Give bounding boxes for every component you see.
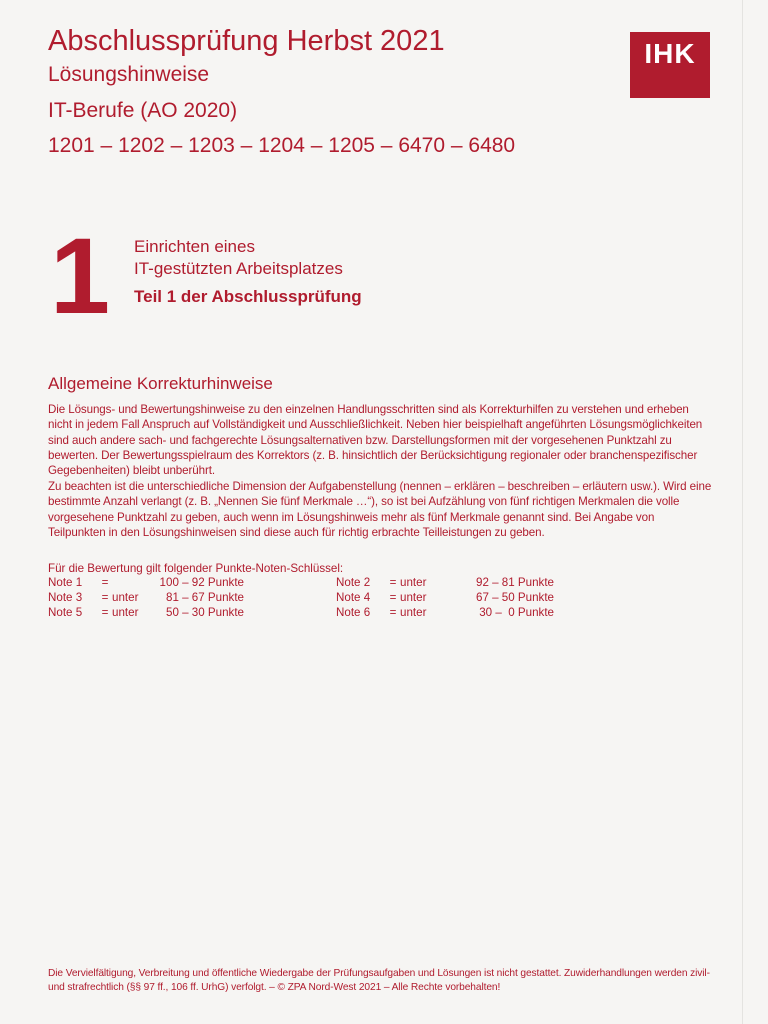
ihk-logo-text: IHK xyxy=(644,38,696,69)
document-title: Abschlussprüfung Herbst 2021 xyxy=(48,25,445,57)
grade-equals: = xyxy=(101,591,109,604)
general-notes-paragraph-2: Zu beachten ist die unterschiedliche Dimension der Aufgabenstellung (nennen – erklären – beschreiben – erläutern usw.). Wird eine bestimmte Anzahl verlangt (z. B. „Nennen Sie fünf Merkmale …“), so ist bei Aufzählung von fünf richtigen Merkmalen die volle vorgesehene Punktzahl zu geben, auch wenn im Lösungshinweis mehr als fünf Merkmale genannt sind. Bei Angabe von Teilpunkten in den Lösungshinweisen sind diese auch für richtig erbrachte Teilleistungen zu geben. xyxy=(48,480,712,539)
grade-equals: = xyxy=(101,606,109,619)
grade-row-3 xyxy=(48,590,244,605)
grade-unter: unter xyxy=(112,606,139,619)
grade-range: 30 – 0 Punkte xyxy=(479,606,554,619)
section-part-label: Teil 1 der Abschlussprüfung xyxy=(134,287,362,306)
grade-row-4 xyxy=(336,590,554,605)
grade-row-5 xyxy=(48,605,244,620)
grade-row-6 xyxy=(336,605,554,620)
profession-label: IT-Berufe (AO 2020) xyxy=(48,99,238,122)
grade-range: 100 – 92 Punkte xyxy=(159,576,244,589)
grade-range: 67 – 50 Punkte xyxy=(476,591,554,604)
grade-label: Note 3 xyxy=(48,591,83,604)
section-title-line2: IT-gestützten Arbeitsplatzes xyxy=(134,259,343,278)
grade-label: Note 5 xyxy=(48,606,83,619)
grade-unter: unter xyxy=(400,591,427,604)
ihk-logo xyxy=(630,32,710,98)
grade-range: 92 – 81 Punkte xyxy=(476,576,554,589)
document-subtitle: Lösungshinweise xyxy=(48,63,210,86)
grade-unter: unter xyxy=(400,606,427,619)
grade-row-1 xyxy=(48,575,244,590)
grade-equals: = xyxy=(389,591,397,604)
section-title-line1: Einrichten eines xyxy=(134,237,255,256)
copyright-footer: Die Vervielfältigung, Verbreitung und öffentliche Wiedergabe der Prüfungsaufgaben und Lösungen ist nicht gestattet. Zuwiderhandlungen werden zivil- und strafrechtlich (§§ 97 ff., 106 ff. UrhG) verfolgt. – © ZPA Nord-West 2021 – Alle Rechte vorbehalten! xyxy=(48,968,710,993)
grade-label: Note 6 xyxy=(336,606,371,619)
grade-label: Note 4 xyxy=(336,591,371,604)
grade-range: 81 – 67 Punkte xyxy=(166,591,244,604)
grade-range: 50 – 30 Punkte xyxy=(166,606,244,619)
grade-label: Note 2 xyxy=(336,576,371,589)
profession-codes: 1201 – 1202 – 1203 – 1204 – 1205 – 6470 – 6480 xyxy=(48,134,516,157)
grade-equals: = xyxy=(101,576,109,589)
grade-row-2 xyxy=(336,575,554,590)
general-notes-paragraph-1: Die Lösungs- und Bewertungshinweise zu den einzelnen Handlungsschritten sind als Korrekturhilfen zu verstehen und erheben nicht in jedem Fall Anspruch auf Vollständigkeit und Ausschließlichkeit. Neben hier beispielhaft angeführten Lösungsmöglichkeiten sind auch andere sach- und fachgerechte Lösungsalternativen bzw. Darstellungsformen mit der vorgesehenen Punktzahl zu bewerten. Der Bewertungsspielraum des Korrektors (z. B. hinsichtlich der Berücksichtigung regionaler oder branchenspezifischer Gegebenheiten) bleibt unberührt. xyxy=(48,403,703,478)
section-number: 1 xyxy=(50,215,111,336)
grade-unter: unter xyxy=(400,576,427,589)
grade-equals: = xyxy=(389,576,397,589)
page-edge-shadow xyxy=(742,0,743,1024)
grade-unter: unter xyxy=(112,591,139,604)
grade-label: Note 1 xyxy=(48,576,83,589)
general-notes-heading: Allgemeine Korrekturhinweise xyxy=(48,374,273,393)
grading-key-intro: Für die Bewertung gilt folgender Punkte-Noten-Schlüssel: xyxy=(48,562,344,575)
grade-equals: = xyxy=(389,606,397,619)
